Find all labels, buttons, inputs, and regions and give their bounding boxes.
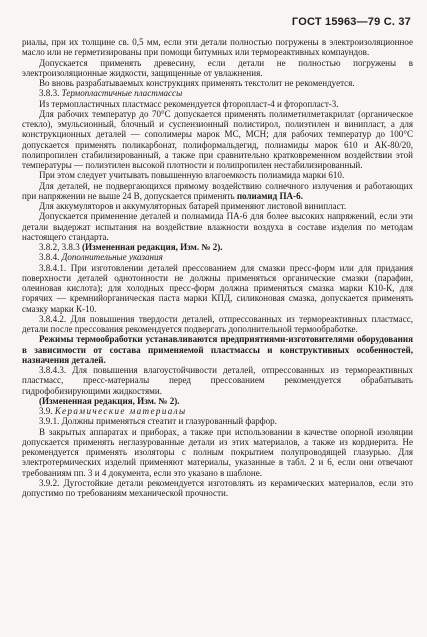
- section-heading-3-8-4: [22, 252, 413, 262]
- paragraph: Допускается применение деталей и полиамида ПА-6 для более высоких напряжений, если эти детали выдержат испытания на воздействие влажности воздуха в составе изделия по методам настоящего стандарта.: [22, 211, 413, 242]
- section-heading-3-9: [22, 406, 413, 416]
- section-title: Керамические материалы: [54, 406, 187, 416]
- section-title: Дополнительные указания: [61, 252, 163, 263]
- paragraph: В закрытых аппаратах и приборах, а также при использовании в качестве опорной изоляции допускается применять неглазурованные детали из этих материалов, а также из кордиерита. Не рекомендуется применять изоляторы с полным покрытием полупроводящей глазурью. Для электротермических изделий применяют материалы, указанные в табл. 2 и 6, если они отвечают требованиям пп. 3 и 4 документа, если это указано в шаблоне.: [22, 426, 413, 478]
- document-body: [22, 37, 413, 498]
- section-number: 3.8.3.: [39, 88, 60, 99]
- paragraph: Во вновь разрабатываемых конструкциях применять текстолит не рекомендуется.: [39, 78, 355, 88]
- section-title: Термопластичные пластмассы: [61, 88, 183, 99]
- paragraph: 3.9.2. Дугостойкие детали рекомендуется изготовлять из керамических материалов, если это допустимо по требованиям механической прочности.: [22, 477, 413, 498]
- amendment-note: (Измененная редакция, Изм. № 2).: [39, 395, 180, 406]
- section-number: 3.9.: [39, 406, 53, 416]
- paragraph: 3.8.4.3. Для повышения влагоустойчивости деталей, отпрессованных из термореактивных пластмасс, пресс-материалы перед прессованием рекомендуется обрабатывать гидрофобизирующими жидкостями.: [22, 365, 413, 396]
- page-header: ГОСТ 15963—79 С. 37: [291, 16, 411, 28]
- paragraph: Допускается применять древесину, если детали не полностью погружены в электроизоляционные жидкости, защищенные от увлажнения.: [22, 57, 413, 78]
- section-heading-3-8-3: [22, 88, 413, 98]
- paragraph: 3.9.1. Должны применяться стеатит и глазурованный фарфор.: [39, 416, 277, 427]
- paragraph: Для рабочих температур до 70°С допускается применять полиметилметакрилат (органическое стекло), эмульсионный, блочный и суспензионный полистирол, полиэтилен и винипласт, а для конструкционных деталей — сополимеры марок МС, МСН; для рабочих температур до 100°С допускается применять поликарбонат, полиформальдегид, полиамиды марок 610 и АК-80/20, полипропилен стабилизированный, а также при сравнительно кратковременном воздействии этой температуры — полиэтилен высокой плотности и полипропилен нестабилизированный.: [22, 108, 413, 170]
- paragraph: 3.8.4.1. При изготовлении деталей прессованием для смазки пресс-форм или для придания поверхности деталей однотонности не должны применяться органические смазки (парафин, олеиновая кислота); для холодных пресс-форм должна применяться смазка марки К10-К, для горячих — кремнийорганическая паста марки КПД, силиконовая смазка, допускается применять смазку марки К-10.: [22, 262, 413, 314]
- paragraph: Из термопластичных пластмасс рекомендуется фторопласт-4 и фторопласт-3.: [39, 98, 339, 109]
- paragraph: Для аккумуляторов и аккумуляторных батарей применяют листовой винипласт.: [39, 201, 347, 211]
- amendment-note: 3.8.2, 3.8.3 (Измененная редакция, Изм. № 2).: [39, 242, 223, 252]
- paragraph: При этом следует учитывать повышенную влагоемкость полиамида марки 610.: [39, 170, 345, 181]
- paragraph: 3.8.4.2. Для повышения твердости деталей, отпрессованных из термореактивных пластмасс, детали после прессования рекомендуется подвергать дополнительной термообработке.: [22, 313, 413, 334]
- paragraph: риалы, при их толщине св. 0,5 мм, если эти детали полностью погружены в электроизоляционное масло или не герметизированы при помощи битумных или термореактивных компаундов.: [22, 37, 413, 58]
- paragraph: Для деталей, не подвергающихся прямому воздействию солнечного излучения и работающих при напряжении не выше 24 В, допускается применять полиамид ПА-6.: [22, 180, 413, 201]
- paragraph: Режимы термообработки устанавливаются предприятиями-изготовителями оборудования в зависимости от состава применяемой пластмассы и конструктивных особенностей, назначения деталей.: [22, 334, 413, 365]
- section-number: 3.8.4.: [39, 252, 60, 263]
